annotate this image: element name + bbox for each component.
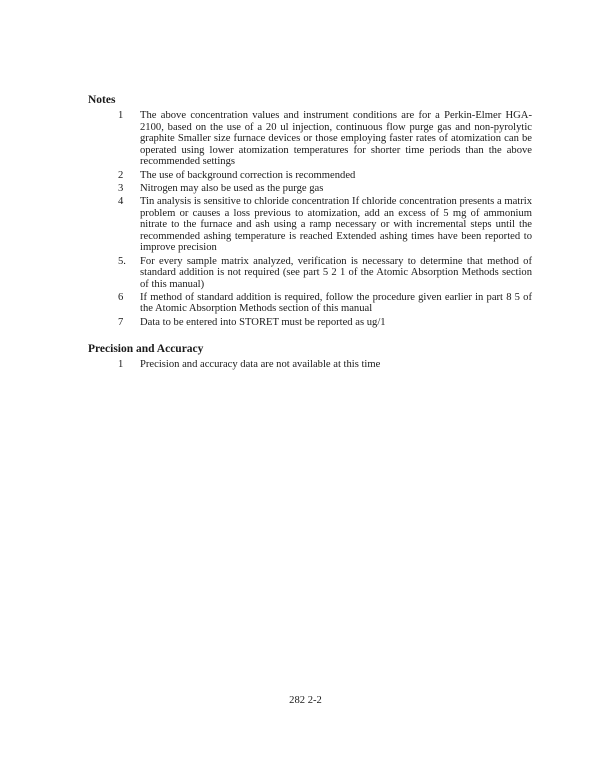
note-item [88, 170, 540, 182]
note-number: 3 [118, 182, 124, 194]
note-number: 2 [118, 169, 124, 181]
note-text: For every sample matrix analyzed, verification is necessary to determine that method of standard addition is not required (see part 5 2 1 of the Atomic Absorption Methods section of this manual) [140, 255, 532, 290]
note-number: 4 [118, 195, 124, 207]
note-item [88, 110, 540, 168]
note-text: Data to be entered into STORET must be reported as ug/1 [140, 316, 386, 328]
note-text: Tin analysis is sensitive to chloride concentration If chloride concentration presents a matrix problem or causes a loss previous to atomization, add an excess of 5 mg of ammonium nitrate to the furnace and ash using a ramp necessary or with incremental steps until the recommended ashing temperature is reached Extended ashing times have been reported to improve precision [140, 195, 532, 254]
note-text: Nitrogen may also be used as the purge gas [140, 182, 324, 194]
note-item [88, 196, 540, 254]
page-number: 282 2-2 [289, 695, 322, 706]
note-number: 7 [118, 316, 124, 328]
note-item [88, 292, 540, 315]
note-text: The use of background correction is recommended [140, 169, 356, 181]
note-item [88, 317, 540, 329]
precision-item [88, 359, 540, 371]
note-number: 5. [118, 255, 126, 267]
precision-number: 1 [118, 359, 124, 371]
notes-heading: Notes [88, 94, 116, 106]
note-text: If method of standard addition is required, follow the procedure given earlier in part 8 5 of the Atomic Absorption Methods section of this manual [140, 291, 532, 315]
precision-list [88, 359, 540, 371]
precision-section [88, 342, 540, 371]
notes-list [88, 110, 540, 328]
page-content [88, 93, 540, 372]
note-number: 1 [118, 110, 124, 121]
note-item [88, 183, 540, 195]
precision-heading: Precision and Accuracy [88, 343, 204, 356]
note-number: 6 [118, 291, 124, 303]
precision-text: Precision and accuracy data are not available at this time [140, 359, 381, 371]
note-text: The above concentration values and instrument conditions are for a Perkin-Elmer HGA-2100, based on the use of a 20 ul injection, continuous flow purge gas and non-pyrolytic graphite Smaller size furnace devices or those employing faster rates of atomization can be operated using lower atomization temperatures for shorter time periods than the above recommended settings [140, 110, 532, 168]
note-item [88, 256, 540, 291]
